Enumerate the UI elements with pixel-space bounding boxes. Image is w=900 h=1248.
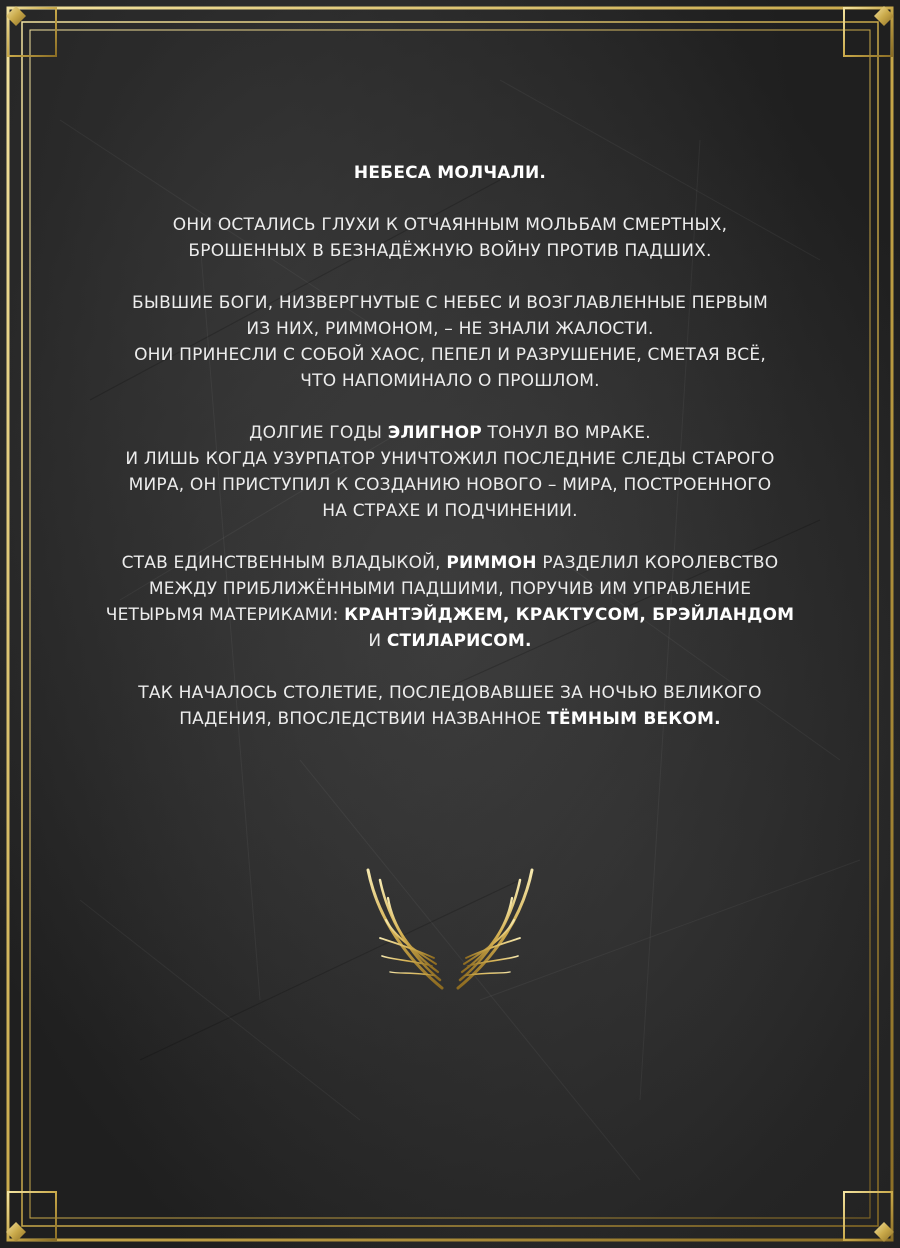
text-line <box>90 368 810 394</box>
highlighted-text: СТИЛАРИСОМ. <box>386 631 532 651</box>
text-line <box>90 160 810 186</box>
text-line <box>90 290 810 316</box>
text-segment: ПАДЕНИЯ, ВПОСЛЕДСТВИИ НАЗВАННОЕ <box>179 709 548 729</box>
text-segment: ОНИ ПРИНЕСЛИ С СОБОЙ ХАОС, ПЕПЕЛ И РАЗРУШЕНИЕ, СМЕТАЯ ВСЁ, <box>134 345 766 365</box>
paragraph <box>90 550 810 654</box>
text-line <box>90 680 810 706</box>
paragraph <box>90 212 810 264</box>
paragraph <box>90 290 810 394</box>
text-line <box>90 628 810 654</box>
text-segment: И ЛИШЬ КОГДА УЗУРПАТОР УНИЧТОЖИЛ ПОСЛЕДНИЕ СЛЕДЫ СТАРОГО <box>125 449 775 469</box>
text-segment: МЕЖДУ ПРИБЛИЖЁННЫМИ ПАДШИМИ, ПОРУЧИВ ИМ УПРАВЛЕНИЕ <box>148 579 752 599</box>
text-segment: ОНИ ОСТАЛИСЬ ГЛУХИ К ОТЧАЯННЫМ МОЛЬБАМ СМЕРТНЫХ, <box>172 215 728 235</box>
text-line <box>90 212 810 238</box>
text-line <box>90 420 810 446</box>
paragraph <box>90 680 810 732</box>
golden-wings-icon <box>350 850 550 1000</box>
text-line <box>90 602 810 628</box>
text-line <box>90 472 810 498</box>
text-segment: И <box>368 631 387 651</box>
highlighted-text: ЭЛИГНОР <box>387 423 482 443</box>
text-segment: ТОНУЛ ВО МРАКЕ. <box>481 423 651 443</box>
story-text <box>90 160 810 758</box>
text-line <box>90 576 810 602</box>
text-line <box>90 550 810 576</box>
text-segment: ЧТО НАПОМИНАЛО О ПРОШЛОМ. <box>300 371 600 391</box>
text-segment: ЧЕТЫРЬМЯ МАТЕРИКАМИ: <box>105 605 345 625</box>
paragraph <box>90 160 810 186</box>
text-segment: БЫВШИЕ БОГИ, НИЗВЕРГНУТЫЕ С НЕБЕС И ВОЗГЛАВЛЕННЫЕ ПЕРВЫМ <box>132 293 768 313</box>
paragraph <box>90 420 810 524</box>
text-line <box>90 706 810 732</box>
text-line <box>90 498 810 524</box>
text-line <box>90 446 810 472</box>
text-segment: РАЗДЕЛИЛ КОРОЛЕВСТВО <box>536 553 779 573</box>
text-line <box>90 316 810 342</box>
text-line <box>90 238 810 264</box>
text-segment: СТАВ ЕДИНСТВЕННЫМ ВЛАДЫКОЙ, <box>121 553 447 573</box>
highlighted-text: КРАНТЭЙДЖЕМ, КРАКТУСОМ, БРЭЙЛАНДОМ <box>344 605 795 625</box>
text-segment: БРОШЕННЫХ В БЕЗНАДЁЖНУЮ ВОЙНУ ПРОТИВ ПАДШИХ. <box>188 241 712 261</box>
text-segment: МИРА, ОН ПРИСТУПИЛ К СОЗДАНИЮ НОВОГО – МИРА, ПОСТРОЕННОГО <box>128 475 772 495</box>
text-segment: ИЗ НИХ, РИММОНОМ, – НЕ ЗНАЛИ ЖАЛОСТИ. <box>246 319 654 339</box>
highlighted-text: НЕБЕСА МОЛЧАЛИ. <box>353 163 547 183</box>
text-segment: ДОЛГИЕ ГОДЫ <box>249 423 388 443</box>
text-line <box>90 342 810 368</box>
highlighted-text: РИММОН <box>446 553 537 573</box>
text-segment: НА СТРАХЕ И ПОДЧИНЕНИИ. <box>322 501 578 521</box>
text-segment: ТАК НАЧАЛОСЬ СТОЛЕТИЕ, ПОСЛЕДОВАВШЕЕ ЗА НОЧЬЮ ВЕЛИКОГО <box>138 683 762 703</box>
highlighted-text: ТЁМНЫМ ВЕКОМ. <box>547 709 721 729</box>
